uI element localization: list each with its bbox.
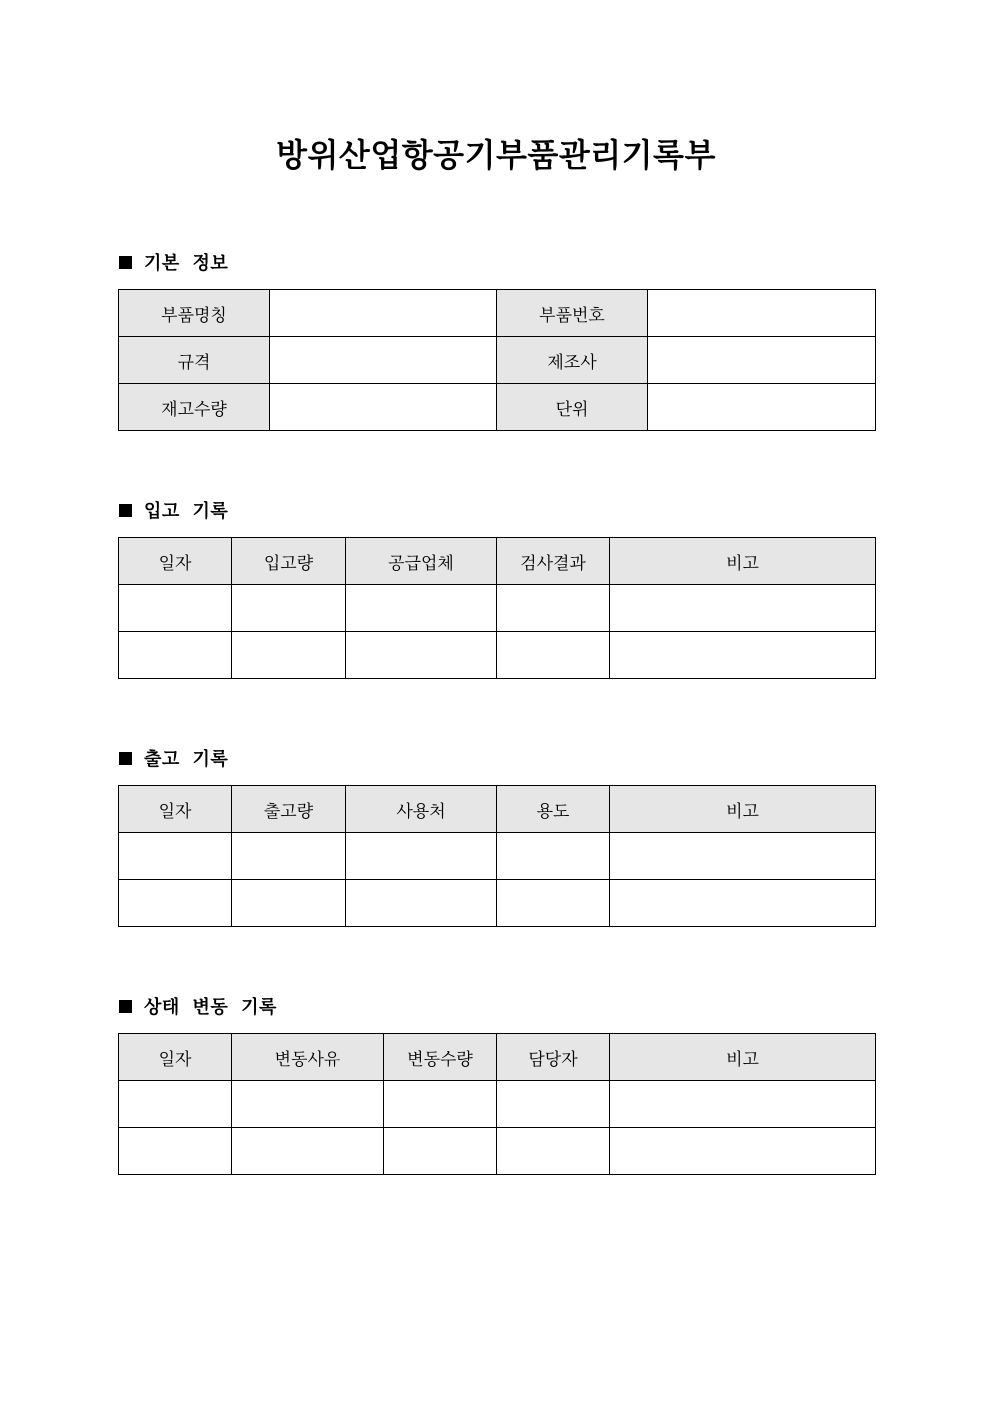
column-header-purpose: 용도 [497,786,610,833]
table-cell[interactable] [610,833,876,880]
unit-field[interactable] [648,384,876,431]
table-row [119,880,876,927]
stock-quantity-label: 재고수량 [119,384,270,431]
table-cell[interactable] [232,880,346,927]
column-header-inbound-quantity: 입고량 [232,538,346,585]
column-header-change-reason: 변동사유 [232,1034,384,1081]
outbound-records-table [118,785,876,927]
column-header-date: 일자 [119,1034,232,1081]
table-row [119,833,876,880]
unit-label: 단위 [497,384,648,431]
column-header-date: 일자 [119,786,232,833]
square-bullet-icon [119,1000,132,1013]
column-header-remarks: 비고 [610,538,876,585]
table-cell[interactable] [232,1081,384,1128]
document-title: 방위산업항공기부품관리기록부 [276,136,716,174]
square-bullet-icon [119,752,132,765]
table-cell[interactable] [232,632,346,679]
table-cell[interactable] [119,833,232,880]
table-cell[interactable] [119,1081,232,1128]
table-cell[interactable] [346,880,497,927]
part-number-field[interactable] [648,290,876,337]
table-cell[interactable] [346,833,497,880]
table-cell[interactable] [232,585,346,632]
table-row [119,384,876,431]
column-header-date: 일자 [119,538,232,585]
part-name-label: 부품명칭 [119,290,270,337]
table-cell[interactable] [497,1128,610,1175]
table-row [119,585,876,632]
column-header-supplier: 공급업체 [346,538,497,585]
specification-label: 규격 [119,337,270,384]
specification-field[interactable] [270,337,497,384]
column-header-outbound-quantity: 출고량 [232,786,346,833]
square-bullet-icon [119,504,132,517]
column-header-change-quantity: 변동수량 [384,1034,497,1081]
basic-info-table [118,289,876,431]
status-change-table [118,1033,876,1175]
table-cell[interactable] [232,1128,384,1175]
table-row [119,1081,876,1128]
table-cell[interactable] [346,585,497,632]
table-cell[interactable] [384,1081,497,1128]
part-number-label: 부품번호 [497,290,648,337]
table-cell[interactable] [610,1128,876,1175]
column-header-usage-location: 사용처 [346,786,497,833]
table-cell[interactable] [610,880,876,927]
manufacturer-field[interactable] [648,337,876,384]
table-header-row [119,786,876,833]
column-header-person-in-charge: 담당자 [497,1034,610,1081]
table-cell[interactable] [119,880,232,927]
table-cell[interactable] [346,632,497,679]
section-heading-inbound [119,499,228,525]
inbound-records-table [118,537,876,679]
table-cell[interactable] [384,1128,497,1175]
table-cell[interactable] [497,1081,610,1128]
section-heading-text: 출고 기록 [144,749,229,770]
table-cell[interactable] [232,833,346,880]
stock-quantity-field[interactable] [270,384,497,431]
table-cell[interactable] [497,880,610,927]
section-heading-basic-info [119,251,228,277]
column-header-remarks: 비고 [610,1034,876,1081]
table-cell[interactable] [119,1128,232,1175]
section-heading-outbound [119,747,228,773]
table-header-row [119,538,876,585]
table-row [119,290,876,337]
table-cell[interactable] [119,585,232,632]
square-bullet-icon [119,256,132,269]
section-heading-text: 상태 변동 기록 [144,997,277,1018]
table-cell[interactable] [610,632,876,679]
table-row [119,337,876,384]
column-header-remarks: 비고 [610,786,876,833]
table-cell[interactable] [497,632,610,679]
table-cell[interactable] [119,632,232,679]
table-cell[interactable] [610,585,876,632]
manufacturer-label: 제조사 [497,337,648,384]
table-header-row [119,1034,876,1081]
table-cell[interactable] [497,585,610,632]
table-cell[interactable] [497,833,610,880]
section-heading-status-change [119,995,277,1021]
table-cell[interactable] [610,1081,876,1128]
part-name-field[interactable] [270,290,497,337]
column-header-inspection-result: 검사결과 [497,538,610,585]
table-row [119,1128,876,1175]
section-heading-text: 기본 정보 [144,253,229,274]
table-row [119,632,876,679]
section-heading-text: 입고 기록 [144,501,229,522]
